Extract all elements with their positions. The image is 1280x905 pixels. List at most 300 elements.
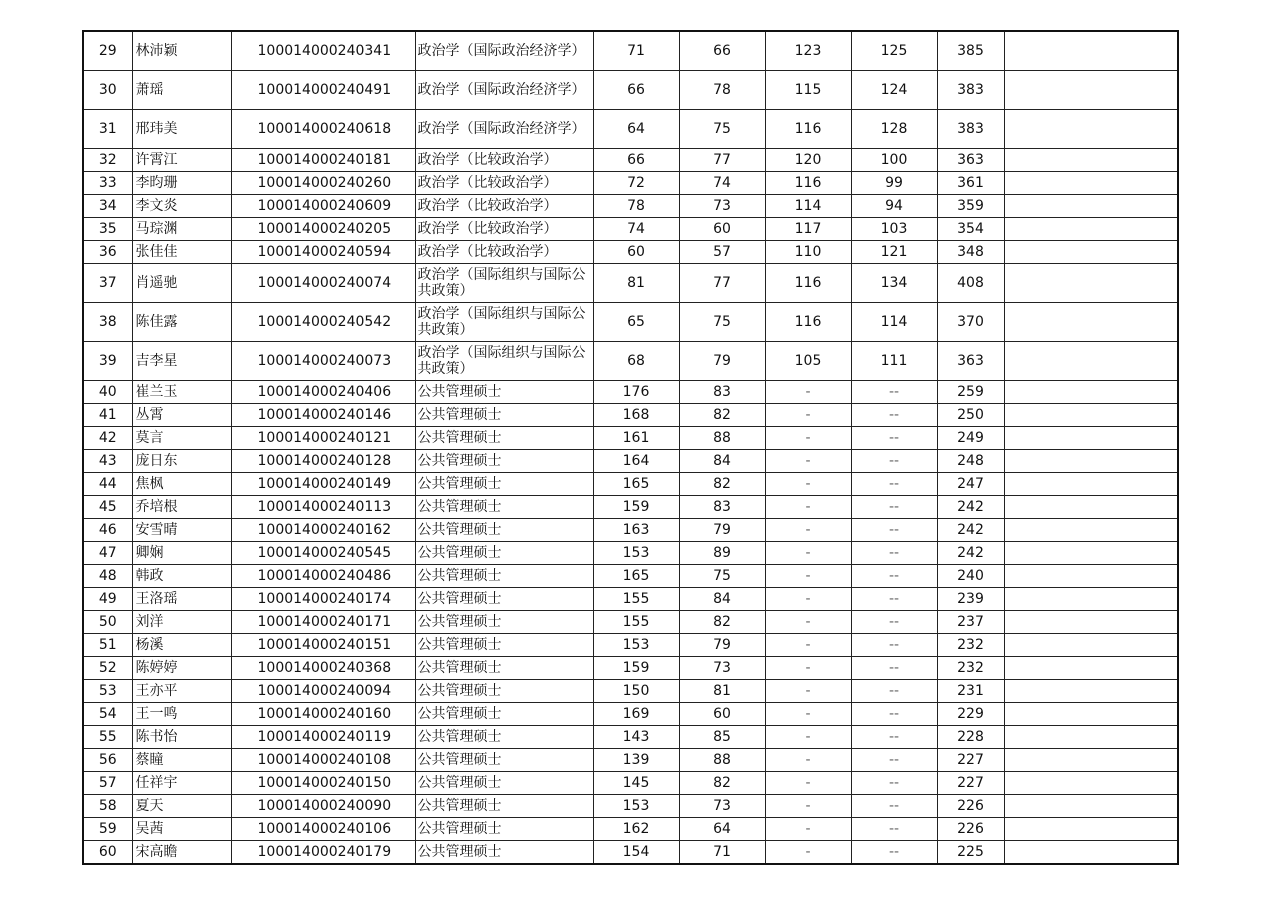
score-2-cell: 82 — [679, 473, 765, 496]
candidate-name-cell: 许霄江 — [132, 149, 231, 172]
score-2-cell: 74 — [679, 172, 765, 195]
total-score-cell: 247 — [937, 473, 1004, 496]
table-row — [83, 241, 1178, 264]
total-score-cell: 240 — [937, 565, 1004, 588]
table-body — [83, 31, 1178, 864]
score-3-cell: 117 — [765, 218, 851, 241]
remark-cell — [1004, 450, 1178, 473]
score-1-cell: 176 — [593, 381, 679, 404]
total-score-cell: 250 — [937, 404, 1004, 427]
candidate-name-cell: 肖遥驰 — [132, 264, 231, 303]
score-4-cell: -- — [851, 703, 937, 726]
score-2-cell: 64 — [679, 818, 765, 841]
candidate-name-cell: 王一鸣 — [132, 703, 231, 726]
exam-id-cell: 100014000240406 — [231, 381, 415, 404]
row-number-cell: 35 — [83, 218, 132, 241]
total-score-cell: 249 — [937, 427, 1004, 450]
score-3-cell: - — [765, 611, 851, 634]
major-cell: 公共管理硕士 — [415, 496, 593, 519]
candidate-name-cell: 李文炎 — [132, 195, 231, 218]
score-3-cell: - — [765, 634, 851, 657]
exam-id-cell: 100014000240260 — [231, 172, 415, 195]
candidate-name-cell: 杨溪 — [132, 634, 231, 657]
major-cell: 公共管理硕士 — [415, 749, 593, 772]
score-3-cell: 116 — [765, 110, 851, 149]
exam-id-cell: 100014000240108 — [231, 749, 415, 772]
score-1-cell: 162 — [593, 818, 679, 841]
total-score-cell: 226 — [937, 818, 1004, 841]
score-4-cell: -- — [851, 381, 937, 404]
remark-cell — [1004, 726, 1178, 749]
remark-cell — [1004, 71, 1178, 110]
score-1-cell: 81 — [593, 264, 679, 303]
table-row — [83, 634, 1178, 657]
score-4-cell: -- — [851, 473, 937, 496]
exam-id-cell: 100014000240113 — [231, 496, 415, 519]
candidate-name-cell: 安雪晴 — [132, 519, 231, 542]
score-3-cell: - — [765, 450, 851, 473]
exam-id-cell: 100014000240146 — [231, 404, 415, 427]
table-row — [83, 195, 1178, 218]
remark-cell — [1004, 772, 1178, 795]
row-number-cell: 36 — [83, 241, 132, 264]
total-score-cell: 227 — [937, 772, 1004, 795]
remark-cell — [1004, 795, 1178, 818]
exam-id-cell: 100014000240594 — [231, 241, 415, 264]
remark-cell — [1004, 427, 1178, 450]
candidate-name-cell: 莫言 — [132, 427, 231, 450]
score-2-cell: 79 — [679, 519, 765, 542]
score-4-cell: -- — [851, 542, 937, 565]
total-score-cell: 228 — [937, 726, 1004, 749]
row-number-cell: 49 — [83, 588, 132, 611]
score-4-cell: 114 — [851, 303, 937, 342]
score-2-cell: 77 — [679, 149, 765, 172]
table-row — [83, 264, 1178, 303]
score-4-cell: -- — [851, 404, 937, 427]
remark-cell — [1004, 749, 1178, 772]
score-3-cell: - — [765, 703, 851, 726]
major-cell: 公共管理硕士 — [415, 565, 593, 588]
score-1-cell: 153 — [593, 542, 679, 565]
major-cell: 政治学（国际政治经济学） — [415, 71, 593, 110]
candidate-name-cell: 陈佳露 — [132, 303, 231, 342]
table-row — [83, 71, 1178, 110]
major-cell: 公共管理硕士 — [415, 381, 593, 404]
row-number-cell: 53 — [83, 680, 132, 703]
score-1-cell: 159 — [593, 657, 679, 680]
row-number-cell: 31 — [83, 110, 132, 149]
score-3-cell: - — [765, 519, 851, 542]
remark-cell — [1004, 31, 1178, 71]
remark-cell — [1004, 680, 1178, 703]
score-4-cell: -- — [851, 818, 937, 841]
remark-cell — [1004, 342, 1178, 381]
candidate-name-cell: 吴茜 — [132, 818, 231, 841]
total-score-cell: 385 — [937, 31, 1004, 71]
score-2-cell: 82 — [679, 772, 765, 795]
total-score-cell: 226 — [937, 795, 1004, 818]
row-number-cell: 44 — [83, 473, 132, 496]
total-score-cell: 239 — [937, 588, 1004, 611]
table-row — [83, 519, 1178, 542]
table-row — [83, 680, 1178, 703]
score-3-cell: - — [765, 588, 851, 611]
score-4-cell: -- — [851, 795, 937, 818]
remark-cell — [1004, 172, 1178, 195]
major-cell: 政治学（国际政治经济学） — [415, 110, 593, 149]
score-table — [82, 30, 1179, 865]
row-number-cell: 32 — [83, 149, 132, 172]
score-4-cell: 124 — [851, 71, 937, 110]
total-score-cell: 359 — [937, 195, 1004, 218]
exam-id-cell: 100014000240121 — [231, 427, 415, 450]
exam-id-cell: 100014000240162 — [231, 519, 415, 542]
total-score-cell: 363 — [937, 149, 1004, 172]
remark-cell — [1004, 841, 1178, 865]
score-2-cell: 85 — [679, 726, 765, 749]
score-1-cell: 165 — [593, 473, 679, 496]
score-3-cell: - — [765, 749, 851, 772]
score-4-cell: -- — [851, 772, 937, 795]
score-4-cell: -- — [851, 749, 937, 772]
score-4-cell: 111 — [851, 342, 937, 381]
table-row — [83, 473, 1178, 496]
candidate-name-cell: 宋高瞻 — [132, 841, 231, 865]
candidate-name-cell: 乔培根 — [132, 496, 231, 519]
major-cell: 公共管理硕士 — [415, 450, 593, 473]
exam-id-cell: 100014000240205 — [231, 218, 415, 241]
major-cell: 公共管理硕士 — [415, 404, 593, 427]
row-number-cell: 50 — [83, 611, 132, 634]
candidate-name-cell: 刘洋 — [132, 611, 231, 634]
score-2-cell: 79 — [679, 634, 765, 657]
major-cell: 公共管理硕士 — [415, 726, 593, 749]
score-2-cell: 73 — [679, 195, 765, 218]
score-2-cell: 89 — [679, 542, 765, 565]
score-4-cell: -- — [851, 726, 937, 749]
score-2-cell: 83 — [679, 496, 765, 519]
score-2-cell: 60 — [679, 218, 765, 241]
score-1-cell: 153 — [593, 795, 679, 818]
total-score-cell: 242 — [937, 519, 1004, 542]
remark-cell — [1004, 634, 1178, 657]
score-3-cell: - — [765, 404, 851, 427]
major-cell: 公共管理硕士 — [415, 427, 593, 450]
exam-id-cell: 100014000240618 — [231, 110, 415, 149]
total-score-cell: 363 — [937, 342, 1004, 381]
score-1-cell: 139 — [593, 749, 679, 772]
table-row — [83, 342, 1178, 381]
score-3-cell: 116 — [765, 172, 851, 195]
remark-cell — [1004, 381, 1178, 404]
remark-cell — [1004, 588, 1178, 611]
row-number-cell: 30 — [83, 71, 132, 110]
score-1-cell: 154 — [593, 841, 679, 865]
table-row — [83, 749, 1178, 772]
row-number-cell: 54 — [83, 703, 132, 726]
score-3-cell: - — [765, 841, 851, 865]
exam-id-cell: 100014000240179 — [231, 841, 415, 865]
exam-id-cell: 100014000240094 — [231, 680, 415, 703]
exam-id-cell: 100014000240149 — [231, 473, 415, 496]
row-number-cell: 48 — [83, 565, 132, 588]
table-row — [83, 772, 1178, 795]
major-cell: 公共管理硕士 — [415, 588, 593, 611]
total-score-cell: 242 — [937, 496, 1004, 519]
major-cell: 公共管理硕士 — [415, 841, 593, 865]
major-cell: 公共管理硕士 — [415, 542, 593, 565]
candidate-name-cell: 林沛颖 — [132, 31, 231, 71]
score-2-cell: 77 — [679, 264, 765, 303]
table-row — [83, 703, 1178, 726]
total-score-cell: 232 — [937, 634, 1004, 657]
score-4-cell: -- — [851, 841, 937, 865]
score-3-cell: 116 — [765, 264, 851, 303]
row-number-cell: 43 — [83, 450, 132, 473]
total-score-cell: 383 — [937, 71, 1004, 110]
score-1-cell: 150 — [593, 680, 679, 703]
row-number-cell: 29 — [83, 31, 132, 71]
score-4-cell: -- — [851, 496, 937, 519]
exam-id-cell: 100014000240609 — [231, 195, 415, 218]
row-number-cell: 51 — [83, 634, 132, 657]
major-cell: 政治学（比较政治学） — [415, 218, 593, 241]
major-cell: 政治学（国际组织与国际公共政策） — [415, 303, 593, 342]
row-number-cell: 59 — [83, 818, 132, 841]
score-1-cell: 71 — [593, 31, 679, 71]
exam-id-cell: 100014000240160 — [231, 703, 415, 726]
table-row — [83, 31, 1178, 71]
total-score-cell: 259 — [937, 381, 1004, 404]
row-number-cell: 45 — [83, 496, 132, 519]
score-3-cell: 114 — [765, 195, 851, 218]
table-row — [83, 110, 1178, 149]
major-cell: 政治学（比较政治学） — [415, 172, 593, 195]
score-1-cell: 155 — [593, 588, 679, 611]
remark-cell — [1004, 218, 1178, 241]
score-3-cell: - — [765, 680, 851, 703]
exam-id-cell: 100014000240341 — [231, 31, 415, 71]
score-3-cell: 120 — [765, 149, 851, 172]
exam-id-cell: 100014000240174 — [231, 588, 415, 611]
exam-id-cell: 100014000240368 — [231, 657, 415, 680]
exam-id-cell: 100014000240491 — [231, 71, 415, 110]
score-4-cell: 134 — [851, 264, 937, 303]
score-4-cell: -- — [851, 680, 937, 703]
exam-id-cell: 100014000240150 — [231, 772, 415, 795]
score-1-cell: 74 — [593, 218, 679, 241]
score-3-cell: - — [765, 381, 851, 404]
score-3-cell: - — [765, 795, 851, 818]
score-2-cell: 82 — [679, 611, 765, 634]
exam-id-cell: 100014000240486 — [231, 565, 415, 588]
score-2-cell: 73 — [679, 657, 765, 680]
row-number-cell: 34 — [83, 195, 132, 218]
score-4-cell: 121 — [851, 241, 937, 264]
candidate-name-cell: 焦枫 — [132, 473, 231, 496]
score-2-cell: 78 — [679, 71, 765, 110]
score-1-cell: 66 — [593, 149, 679, 172]
candidate-name-cell: 邢玮美 — [132, 110, 231, 149]
major-cell: 公共管理硕士 — [415, 818, 593, 841]
score-3-cell: - — [765, 496, 851, 519]
score-1-cell: 78 — [593, 195, 679, 218]
score-4-cell: -- — [851, 611, 937, 634]
score-1-cell: 161 — [593, 427, 679, 450]
score-3-cell: - — [765, 818, 851, 841]
score-4-cell: 99 — [851, 172, 937, 195]
table-row — [83, 404, 1178, 427]
score-4-cell: 94 — [851, 195, 937, 218]
table-row — [83, 795, 1178, 818]
score-1-cell: 68 — [593, 342, 679, 381]
row-number-cell: 42 — [83, 427, 132, 450]
remark-cell — [1004, 241, 1178, 264]
score-2-cell: 84 — [679, 450, 765, 473]
table-row — [83, 565, 1178, 588]
table-row — [83, 588, 1178, 611]
candidate-name-cell: 陈书怡 — [132, 726, 231, 749]
score-3-cell: - — [765, 473, 851, 496]
major-cell: 政治学（国际组织与国际公共政策） — [415, 342, 593, 381]
major-cell: 公共管理硕士 — [415, 473, 593, 496]
score-2-cell: 66 — [679, 31, 765, 71]
candidate-name-cell: 韩政 — [132, 565, 231, 588]
total-score-cell: 383 — [937, 110, 1004, 149]
major-cell: 公共管理硕士 — [415, 519, 593, 542]
score-1-cell: 164 — [593, 450, 679, 473]
row-number-cell: 37 — [83, 264, 132, 303]
remark-cell — [1004, 703, 1178, 726]
table-row — [83, 381, 1178, 404]
score-4-cell: -- — [851, 427, 937, 450]
remark-cell — [1004, 818, 1178, 841]
score-2-cell: 73 — [679, 795, 765, 818]
remark-cell — [1004, 303, 1178, 342]
major-cell: 公共管理硕士 — [415, 611, 593, 634]
remark-cell — [1004, 496, 1178, 519]
score-3-cell: - — [765, 657, 851, 680]
table-row — [83, 172, 1178, 195]
candidate-name-cell: 王亦平 — [132, 680, 231, 703]
score-4-cell: -- — [851, 657, 937, 680]
major-cell: 政治学（国际政治经济学） — [415, 31, 593, 71]
exam-id-cell: 100014000240073 — [231, 342, 415, 381]
row-number-cell: 33 — [83, 172, 132, 195]
table-row — [83, 218, 1178, 241]
score-1-cell: 143 — [593, 726, 679, 749]
candidate-name-cell: 任祥宇 — [132, 772, 231, 795]
score-1-cell: 60 — [593, 241, 679, 264]
exam-id-cell: 100014000240151 — [231, 634, 415, 657]
total-score-cell: 237 — [937, 611, 1004, 634]
row-number-cell: 47 — [83, 542, 132, 565]
score-3-cell: 110 — [765, 241, 851, 264]
score-2-cell: 82 — [679, 404, 765, 427]
exam-id-cell: 100014000240074 — [231, 264, 415, 303]
candidate-name-cell: 丛霄 — [132, 404, 231, 427]
score-1-cell: 153 — [593, 634, 679, 657]
row-number-cell: 60 — [83, 841, 132, 865]
score-3-cell: 115 — [765, 71, 851, 110]
candidate-name-cell: 庞日东 — [132, 450, 231, 473]
exam-id-cell: 100014000240119 — [231, 726, 415, 749]
row-number-cell: 56 — [83, 749, 132, 772]
score-1-cell: 145 — [593, 772, 679, 795]
score-1-cell: 65 — [593, 303, 679, 342]
total-score-cell: 248 — [937, 450, 1004, 473]
remark-cell — [1004, 611, 1178, 634]
candidate-name-cell: 夏天 — [132, 795, 231, 818]
score-2-cell: 84 — [679, 588, 765, 611]
total-score-cell: 354 — [937, 218, 1004, 241]
score-2-cell: 88 — [679, 427, 765, 450]
candidate-name-cell: 李昀珊 — [132, 172, 231, 195]
major-cell: 公共管理硕士 — [415, 657, 593, 680]
candidate-name-cell: 陈婷婷 — [132, 657, 231, 680]
score-2-cell: 79 — [679, 342, 765, 381]
major-cell: 公共管理硕士 — [415, 772, 593, 795]
row-number-cell: 57 — [83, 772, 132, 795]
score-4-cell: -- — [851, 450, 937, 473]
table-row — [83, 427, 1178, 450]
exam-id-cell: 100014000240545 — [231, 542, 415, 565]
major-cell: 政治学（比较政治学） — [415, 241, 593, 264]
score-2-cell: 75 — [679, 110, 765, 149]
score-1-cell: 163 — [593, 519, 679, 542]
score-4-cell: 128 — [851, 110, 937, 149]
row-number-cell: 41 — [83, 404, 132, 427]
major-cell: 公共管理硕士 — [415, 680, 593, 703]
exam-id-cell: 100014000240181 — [231, 149, 415, 172]
exam-id-cell: 100014000240171 — [231, 611, 415, 634]
total-score-cell: 232 — [937, 657, 1004, 680]
score-3-cell: - — [765, 542, 851, 565]
score-3-cell: 123 — [765, 31, 851, 71]
score-3-cell: 105 — [765, 342, 851, 381]
score-4-cell: -- — [851, 565, 937, 588]
row-number-cell: 58 — [83, 795, 132, 818]
candidate-name-cell: 崔兰玉 — [132, 381, 231, 404]
major-cell: 公共管理硕士 — [415, 795, 593, 818]
total-score-cell: 348 — [937, 241, 1004, 264]
score-3-cell: - — [765, 772, 851, 795]
score-1-cell: 169 — [593, 703, 679, 726]
score-1-cell: 159 — [593, 496, 679, 519]
score-2-cell: 71 — [679, 841, 765, 865]
score-4-cell: -- — [851, 519, 937, 542]
score-4-cell: 125 — [851, 31, 937, 71]
candidate-name-cell: 张佳佳 — [132, 241, 231, 264]
table-row — [83, 726, 1178, 749]
score-2-cell: 75 — [679, 303, 765, 342]
remark-cell — [1004, 149, 1178, 172]
score-1-cell: 72 — [593, 172, 679, 195]
major-cell: 公共管理硕士 — [415, 703, 593, 726]
major-cell: 公共管理硕士 — [415, 634, 593, 657]
table-row — [83, 149, 1178, 172]
exam-id-cell: 100014000240542 — [231, 303, 415, 342]
score-1-cell: 165 — [593, 565, 679, 588]
row-number-cell: 38 — [83, 303, 132, 342]
total-score-cell: 361 — [937, 172, 1004, 195]
score-4-cell: -- — [851, 588, 937, 611]
remark-cell — [1004, 404, 1178, 427]
candidate-name-cell: 马琮渊 — [132, 218, 231, 241]
remark-cell — [1004, 264, 1178, 303]
exam-id-cell: 100014000240106 — [231, 818, 415, 841]
